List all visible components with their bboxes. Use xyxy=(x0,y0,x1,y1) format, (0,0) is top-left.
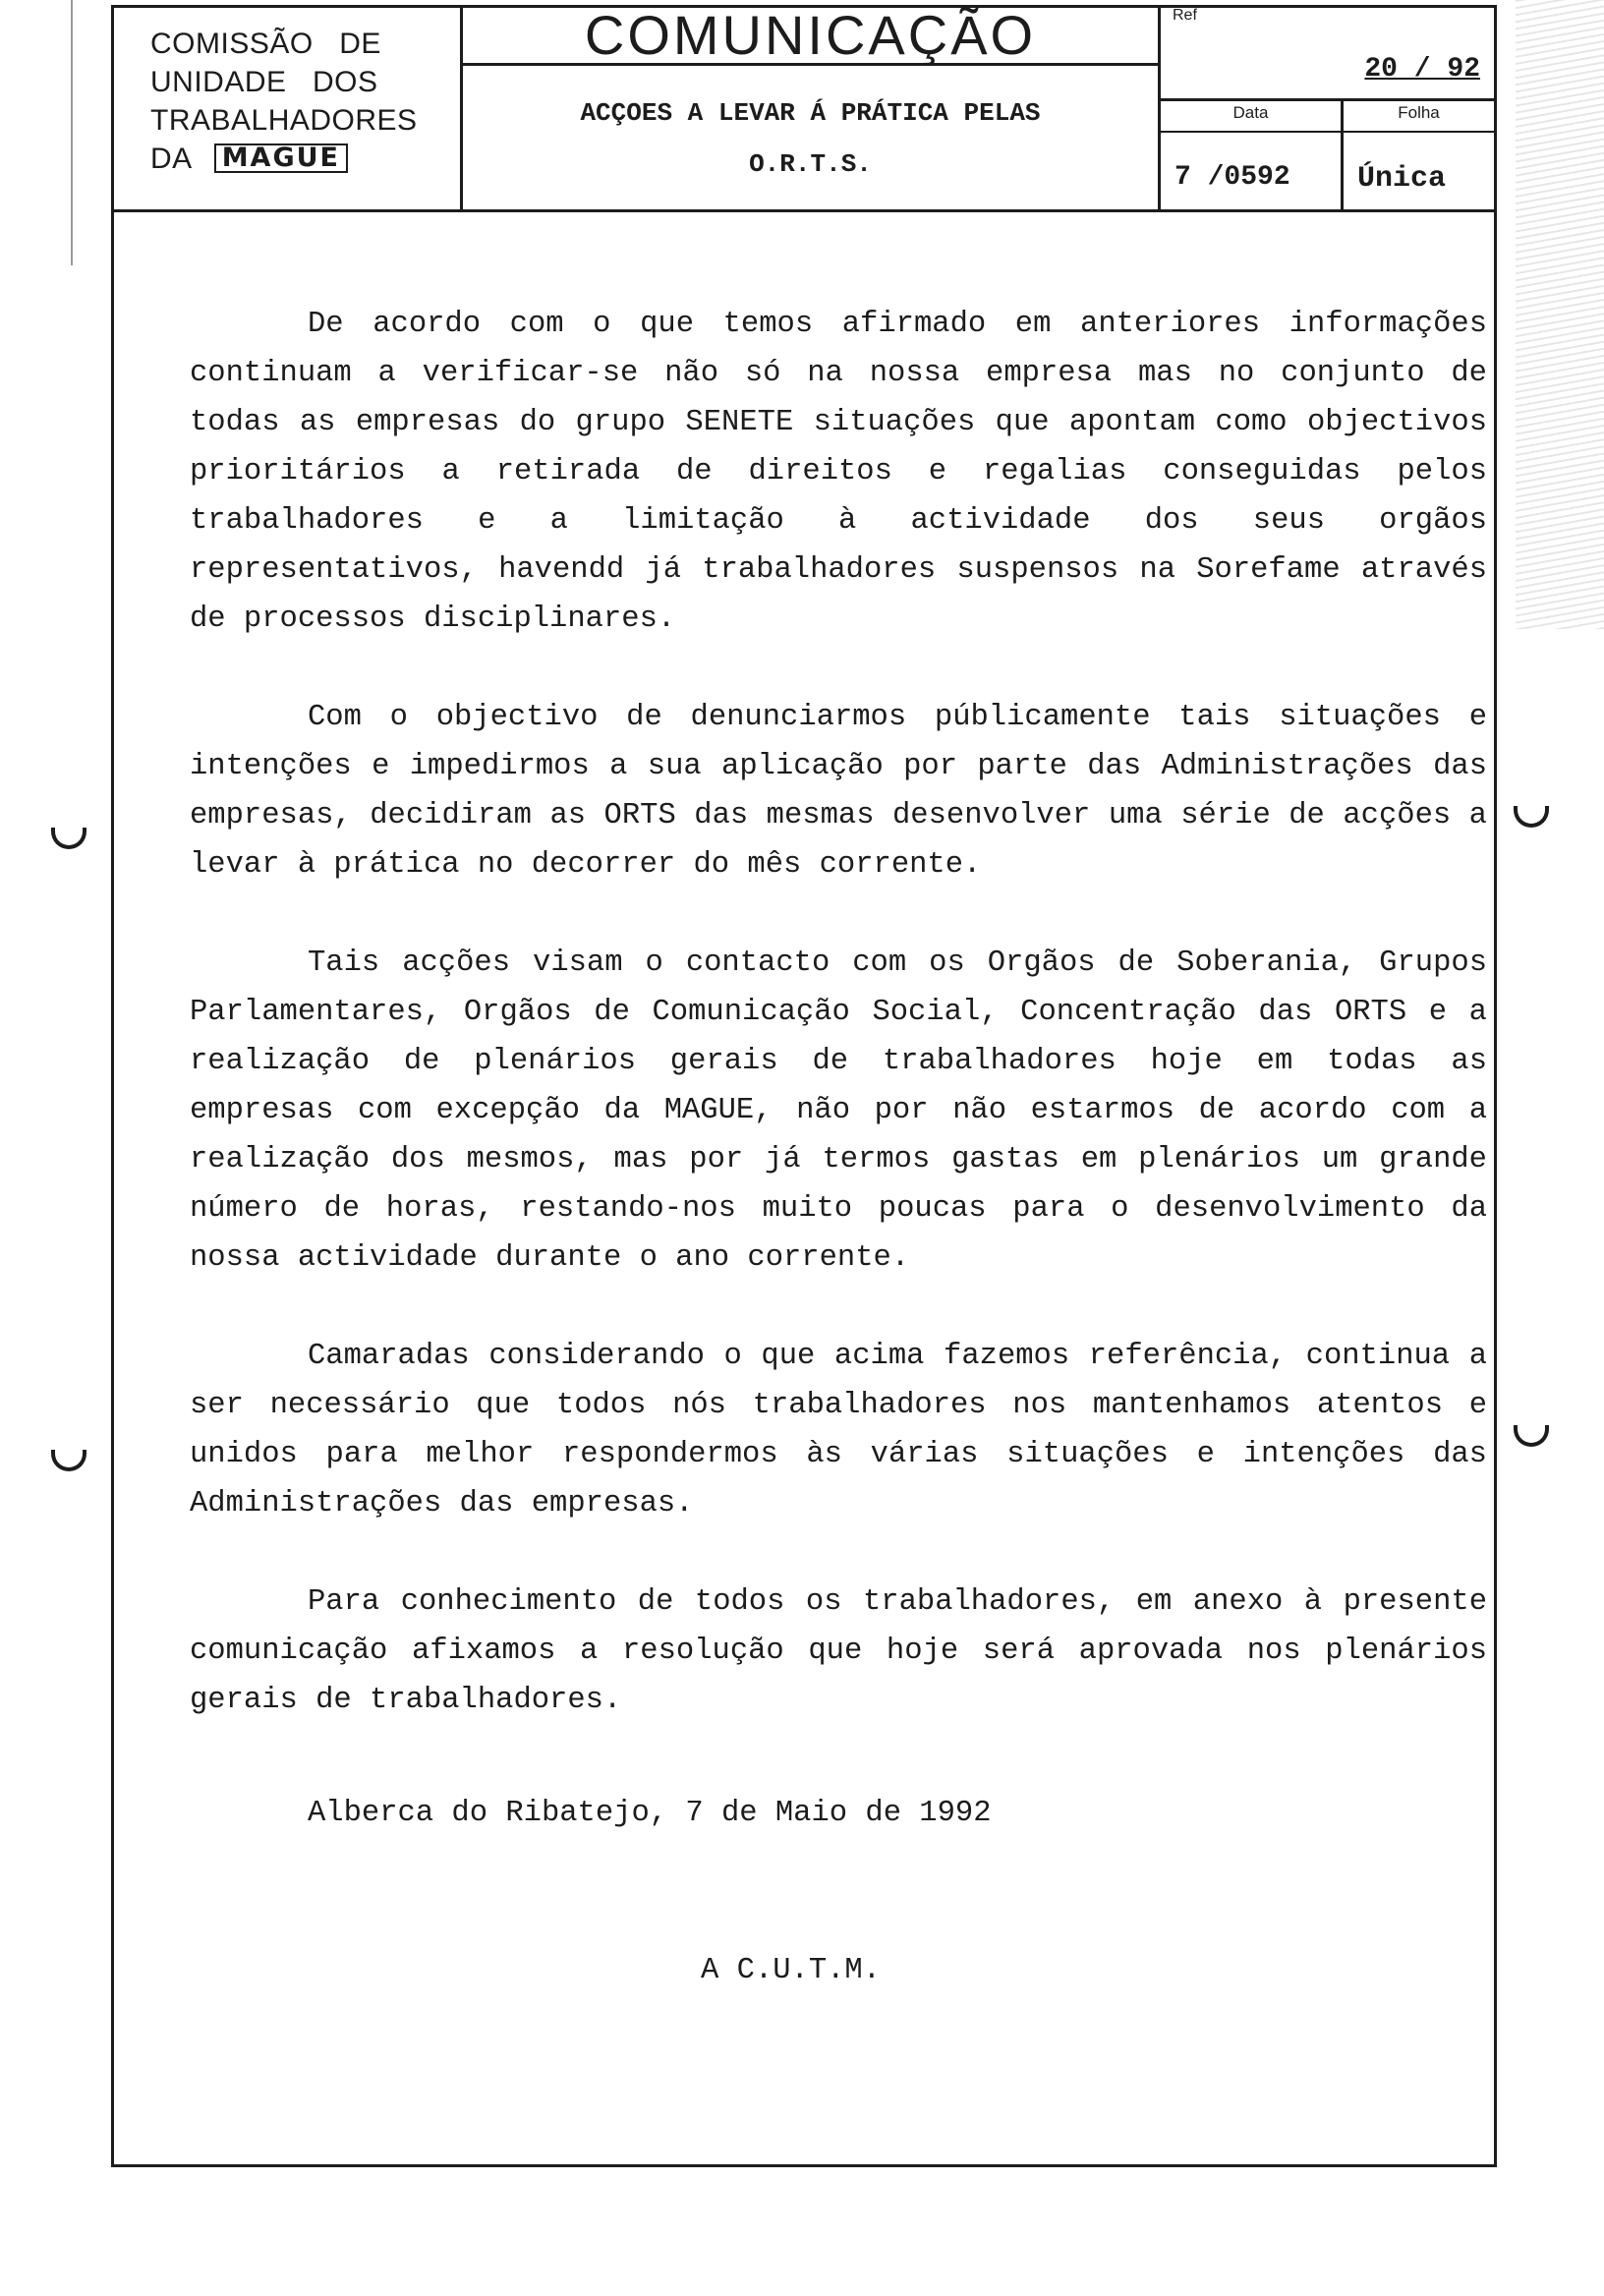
document-subtitle xyxy=(463,87,1158,190)
paragraph-4: Camaradas considerando o que acima fazemos referência, continua a ser necessário que todos nós trabalhadores nos mantenhamos atentos e unidos para melhor respondermos às várias situações e intenções das Administrações das empresas. xyxy=(190,1340,1487,1521)
organization-line-2: UNIDADE DOS xyxy=(150,66,378,98)
organization-line-4 xyxy=(150,140,460,178)
organization-da: DA xyxy=(150,143,193,175)
mague-logo: MAGUE xyxy=(214,144,348,173)
paragraph-5: Para conhecimento de todos os trabalhadores, em anexo à presente comunicação afixamos a resolução que hoje será aprovada nos plenários gerais de trabalhadores. xyxy=(190,1585,1487,1717)
sheet-cell xyxy=(1344,101,1494,209)
document-title: COMUNICAÇÃO xyxy=(463,5,1158,66)
sheet-value: Única xyxy=(1357,162,1447,196)
paragraph-2: Com o objectivo de denunciarmos públicamente tais situações e intenções e impedirmos a sua aplicação por parte das Administrações das empresas, decidiram as ORTS das mesmas desenvolver uma série de acções a levar à prática no decorrer do mês corrente. xyxy=(190,701,1487,882)
sheet-label: Folha xyxy=(1398,103,1440,122)
margin-rule xyxy=(71,0,73,265)
subtitle-line-2: O.R.T.S. xyxy=(749,149,872,179)
place-and-date: Alberca do Ribatejo, 7 de Maio de 1992 xyxy=(308,1797,992,1830)
signature: A C.U.T.M. xyxy=(701,1954,882,1987)
binder-hole-mark xyxy=(1514,1425,1549,1447)
date-value: 7 /0592 xyxy=(1174,162,1290,193)
binder-hole-mark xyxy=(1514,806,1549,828)
ref-label: Ref xyxy=(1173,7,1197,24)
organization-line-3: TRABALHADORES xyxy=(150,104,418,137)
organization-line-1: COMISSÃO DE xyxy=(150,28,381,60)
binder-hole-mark xyxy=(51,1450,86,1471)
sheet-label-rule xyxy=(1344,131,1494,133)
reference-box xyxy=(1161,5,1494,209)
binder-hole-mark xyxy=(51,828,86,849)
date-label-rule xyxy=(1161,131,1341,133)
subtitle-line-1: ACÇOES A LEVAR Á PRÁTICA PELAS xyxy=(580,98,1041,128)
document-body xyxy=(190,300,1487,1774)
title-box xyxy=(463,5,1161,209)
ref-value: 20 / 92 xyxy=(1364,54,1480,85)
scan-noise xyxy=(1516,0,1604,629)
paragraph-3: Tais acções visam o contacto com os Orgãos de Soberania, Grupos Parlamentares, Orgãos de Comunicação Social, Concentração das ORTS e a realização de plenários gerais de trabalhadores hoje em todas as empresas com excepção da MAGUE, não por não estarmos de acordo com a realização dos mesmos, mas por já termos gastas em plenários um grande número de horas, restando-nos muito poucas para o desenvolvimento da nossa actividade durante o ano corrente. xyxy=(190,947,1487,1275)
paragraph-1: De acordo com o que temos afirmado em anteriores informações continuam a verificar-se não só na nossa empresa mas no conjunto de todas as empresas do grupo SENETE situações que apontam como objectivos prioritários a retirada de direitos e regalias conseguidas pelos trabalhadores e a limitação à actividade dos seus orgãos representativos, havendd já trabalhadores suspensos na Sorefame através de processos disciplinares. xyxy=(190,308,1487,636)
document-header xyxy=(111,5,1497,212)
date-cell xyxy=(1161,101,1344,209)
organization-box xyxy=(111,5,463,209)
date-label: Data xyxy=(1232,103,1269,122)
